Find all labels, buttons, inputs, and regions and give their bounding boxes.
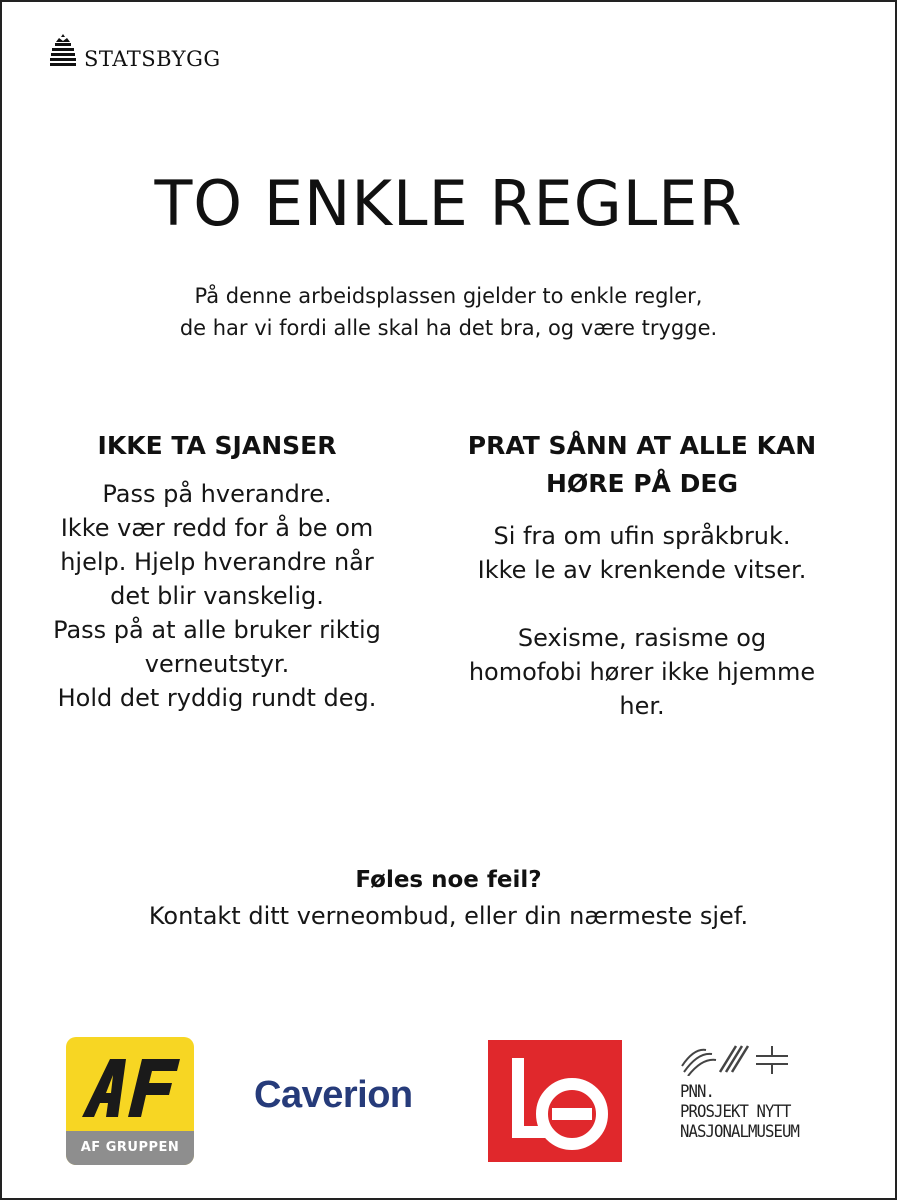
crown-building-icon [50, 32, 76, 70]
partner-logos [2, 1032, 895, 1172]
contact-question: Føles noe feil? [355, 867, 542, 893]
pnn-text [680, 1082, 836, 1142]
brand-name: STATSBYGG [84, 47, 221, 71]
pnn-line: NASJONALMUSEUM [680, 1122, 799, 1142]
rule-left [22, 427, 412, 715]
intro-text [2, 280, 895, 344]
intro-line: de har vi fordi alle skal ha det bra, og være trygge. [179, 316, 718, 340]
contact-section [2, 862, 895, 934]
rule-right-body: Si fra om ufin språkbruk. Ikke le av krenkende vitser. Sexisme, rasisme og homofobi hører ikke hjemme her. [468, 522, 816, 720]
lo-logo [488, 1040, 622, 1162]
af-mark-icon [76, 1051, 184, 1121]
af-gruppen-logo [66, 1037, 194, 1165]
contact-answer: Kontakt ditt verneombud, eller din nærmeste sjef. [148, 902, 749, 930]
rule-left-heading: IKKE TA SJANSER [97, 431, 337, 460]
pnn-logo [680, 1042, 850, 1142]
page-title: TO ENKLE REGLER [154, 167, 743, 240]
rule-right-heading: PRAT SÅNN AT ALLE KAN HØRE PÅ DEG [467, 431, 817, 498]
af-caption: AF GRUPPEN [66, 1131, 194, 1165]
rule-right [447, 427, 837, 723]
caverion-logo: Caverion [254, 1074, 413, 1116]
rule-left-body: Pass på hverandre. Ikke vær redd for å be om hjelp. Hjelp hverandre når det blir vanskelig. Pass på at alle bruker riktig verneutstyr. Hold det ryddig rundt deg. [53, 480, 381, 712]
pnn-line: PROSJEKT NYTT [680, 1102, 791, 1122]
pnn-waves-icon [680, 1042, 790, 1076]
intro-line: På denne arbeidsplassen gjelder to enkle regler, [194, 284, 703, 308]
pnn-line: PNN. [680, 1082, 714, 1102]
statsbygg-logo [50, 32, 221, 70]
